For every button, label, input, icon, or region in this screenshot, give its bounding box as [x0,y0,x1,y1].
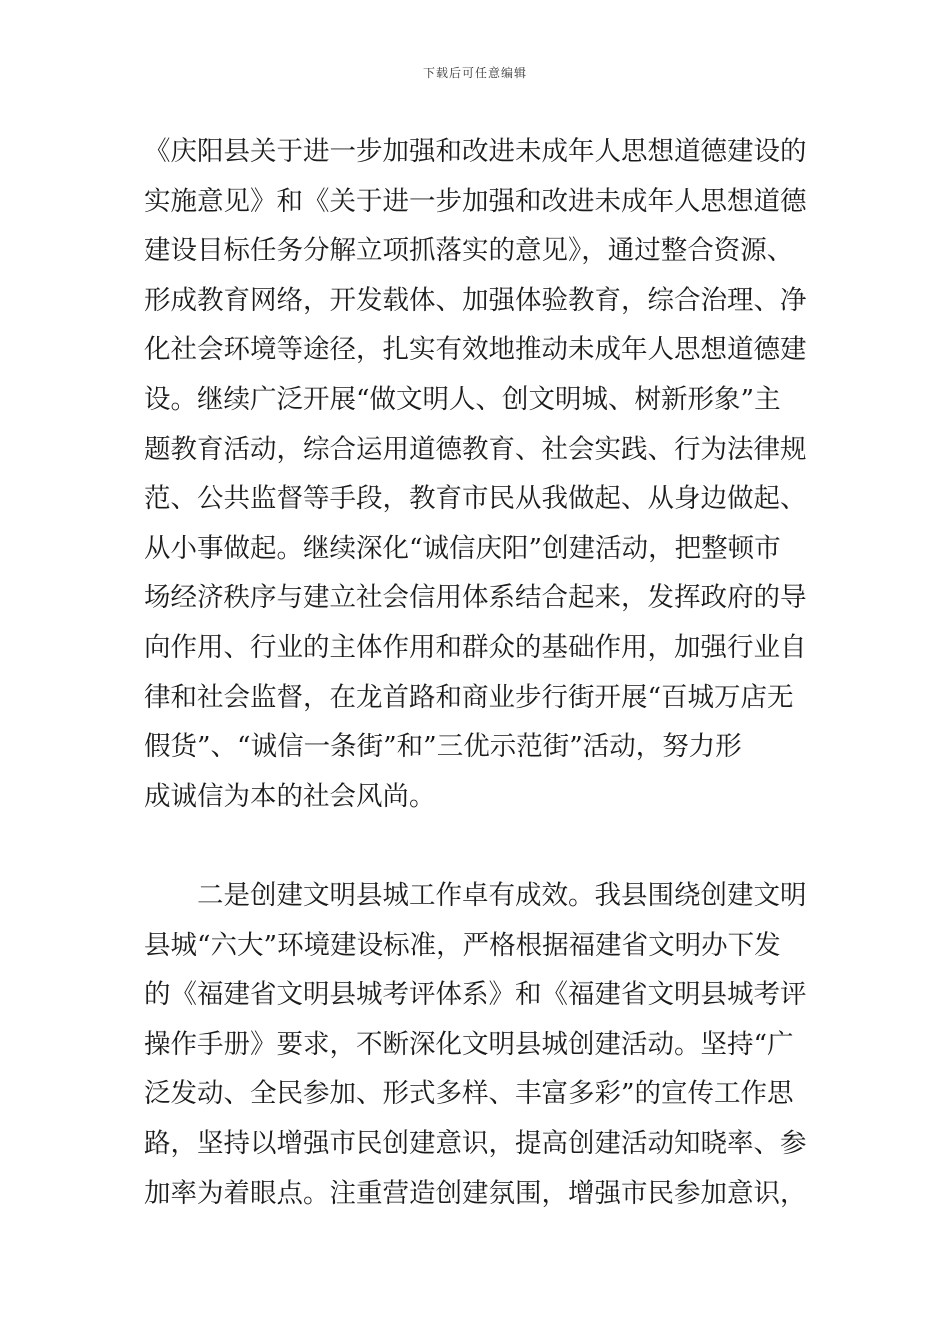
text-line: 题教育活动，综合运用道德教育、社会实践、行为法律规 [144,433,807,465]
text-line: 成诚信为本的社会风尚。 [144,780,436,812]
text-line: 县城“六大”环境建设标准，严格根据福建省文明办下发 [144,929,781,961]
text-line: 范、公共监督等手段，教育市民从我做起、从身边做起、 [144,483,807,515]
text-line: 实施意见》和《关于进一步加强和改进未成年人思想道德 [144,185,807,217]
text-line: 《庆阳县关于进一步加强和改进未成年人思想道德建设的 [144,136,807,167]
text-line: 的《福建省文明县城考评体系》和《福建省文明县城考评 [144,979,807,1011]
paragraph-2 [144,871,808,1218]
text-line: 化社会环境等途径，扎实有效地推动未成年人思想道德建 [144,334,807,366]
text-line: 路，坚持以增强市民创建意识，提高创建活动知晓率、参 [144,1127,807,1159]
text-line: 设。继续广泛开展“做文明人、创文明城、树新形象”主 [144,383,781,415]
text-line: 泛发动、全民参加、形式多样、丰富多彩”的宣传工作思 [144,1078,794,1110]
text-line: 形成教育网络，开发载体、加强体验教育，综合治理、净 [144,284,807,316]
text-line: 操作手册》要求，不断深化文明县城创建活动。坚持“广 [144,1028,794,1060]
text-line: 向作用、行业的主体作用和群众的基础作用，加强行业自 [144,631,807,663]
text-line: 二是创建文明县城工作卓有成效。我县围绕创建文明 [144,880,807,911]
text-line: 建设目标任务分解立项抓落实的意见》，通过整合资源、 [144,235,794,267]
text-line: 加率为着眼点。注重营造创建氛围，增强市民参加意识， [144,1177,807,1209]
text-line: 从小事做起。继续深化“诚信庆阳”创建活动，把整顿市 [144,532,781,564]
paragraph-1 [144,127,808,821]
text-line: 律和社会监督，在龙首路和商业步行街开展“百城万店无 [144,681,794,713]
text-line: 场经济秩序与建立社会信用体系结合起来，发挥政府的导 [144,582,807,614]
text-line: 假货”、“诚信一条街”和”三优示范街”活动，努力形 [144,731,742,763]
page-header-note: 下载后可任意编辑 [422,66,527,80]
